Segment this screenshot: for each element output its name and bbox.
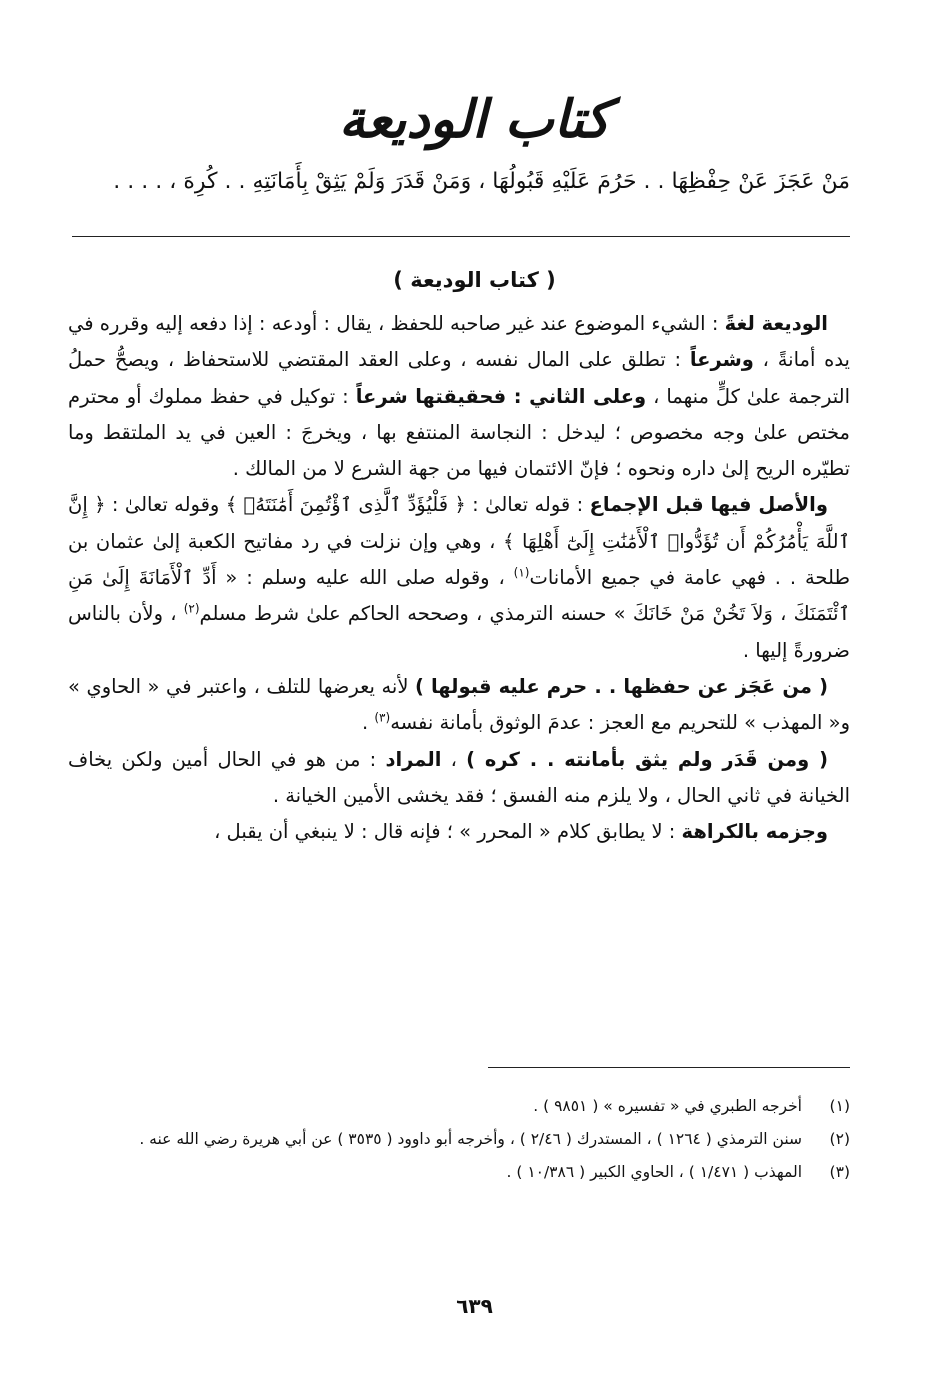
footnote-ref[interactable]: (٢) xyxy=(183,601,200,616)
footnote-number: (١) xyxy=(829,1097,850,1115)
bold-term: الوديعة لغةً xyxy=(724,312,828,335)
paragraph-text: : لا يطابق كلام « المحرر » ؛ فإنه قال : لا ينبغي أن يقبل ، xyxy=(214,820,682,844)
chapter-heading: ( كتاب الوديعة ) xyxy=(393,268,556,292)
footnote-number: (٢) xyxy=(829,1130,850,1148)
paragraph-definition xyxy=(68,306,850,487)
footnote-text: المهذب ( ١/٤٧١ ) ، الحاوي الكبير ( ١٠/٣٨٦ ) . xyxy=(506,1163,802,1181)
footnote-number: (٣) xyxy=(829,1163,850,1181)
paragraph-text: : تطلق على المال نفسه ، وعلى العقد المقتضي للاستحفاظ ، ويصحُّ حملُ الترجمة علىٰ كلٍّ منهما ، xyxy=(68,348,850,408)
paragraph-incapable xyxy=(68,669,850,742)
bold-term: وعلى الثاني : فحقيقتها شرعاً xyxy=(355,384,647,408)
footnote xyxy=(68,1123,850,1156)
bold-term: وشرعاً xyxy=(689,348,754,372)
paragraph-text: : الشيء الموضوع عند غير صاحبه للحفظ ، يقال : أودعه : إذا دفعه إليه وقرره في يده أمانةً ، xyxy=(68,312,850,372)
footnotes xyxy=(68,1090,850,1189)
bold-term: المراد xyxy=(385,747,442,771)
bold-term: وجزمه بالكراهة xyxy=(681,820,828,844)
book-title: كتاب الوديعة xyxy=(338,90,611,150)
paragraph-text: : قوله تعالىٰ : ﴿ فَلْيُؤَدِّ ٱلَّذِى ٱؤْتُمِنَ أَمَٰنَتَهُۥ ﴾ وقوله تعالىٰ : ﴿ إِنَّ ٱللَّهَ يَأْمُرُكُمْ أَن تُؤَدُّوا۟ ٱلْأَمَٰنَٰتِ إِلَىٰٓ أَهْلِهَا ﴾ ، وهي وإن نزلت في رد مفاتيح الكعبة إلىٰ عثمان بن طلحة . . فهي عامة في جميع الأمانات xyxy=(68,493,850,590)
footnote-ref[interactable]: (٣) xyxy=(374,710,391,725)
footnote xyxy=(68,1090,850,1123)
paragraph-karaha xyxy=(68,814,850,850)
footnote-ref[interactable]: (١) xyxy=(513,565,530,580)
footnote-text: أخرجه الطبري في « تفسيره » ( ٩٨٥١ ) . xyxy=(533,1097,802,1115)
bold-term: ( ومن قَدَر ولم يثق بأمانته . . كره ) xyxy=(466,747,828,771)
paragraph-text: ، xyxy=(441,747,467,771)
paragraph-text: : من هو في الحال أمين ولكن يخاف الخيانة في ثاني الحال ، ولا يلزم منه الفسق ؛ فقد يخشى الأمين الخيانة . xyxy=(68,747,850,807)
page-number: ٦٣٩ xyxy=(456,1294,493,1318)
commentary-body xyxy=(68,306,850,850)
footnote-divider xyxy=(488,1067,850,1068)
paragraph-text: ، ولأن بالناس ضرورةً إليها . xyxy=(68,602,850,662)
paragraph-text: . xyxy=(361,711,375,735)
paragraph-text: لأنه يعرضها للتلف ، واعتبر في « الحاوي » و« المهذب » للتحريم مع العجز : عدمَ الوثوق بأمانة نفسه xyxy=(68,674,850,735)
footnote-text: سنن الترمذي ( ١٢٦٤ ) ، المستدرك ( ٢/٤٦ ) ، وأخرجه أبو داوود ( ٣٥٣٥ ) عن أبي هريرة رضي الله عنه . xyxy=(139,1130,802,1148)
paragraph-text: ، وقوله صلى الله عليه وسلم : « أَدِّ ٱلْأَمَانَةَ إِلَىٰ مَنِ ٱئْتَمَنَكَ ، وَلاَ تَخُنْ مَنْ خَانَكَ » حسنه الترمذي ، وصححه الحاكم علىٰ شرط مسلم xyxy=(68,566,850,626)
matn-text: مَنْ عَجَزَ عَنْ حِفْظِهَا . . حَرُمَ عَلَيْهِ قَبُولُهَا ، وَمَنْ قَدَرَ وَلَمْ يَثِقْ بِأَمَانَتِهِ . . كُرِهَ ، . . . . xyxy=(113,169,850,194)
footnote xyxy=(68,1156,850,1189)
paragraph-evidence xyxy=(68,487,850,668)
bold-term: والأصل فيها قبل الإجماع xyxy=(589,493,828,517)
paragraph-text: : توكيل في حفظ مملوك أو محترم مختص علىٰ وجه مخصوص ؛ ليدخل : النجاسة المنتفع بها ، ويخرجَ : العين في يد الملتقط وما تطيّره الريح إلىٰ داره ونحوه ؛ فإنّ الائتمان فيها من جهة الشرع لا من المالك . xyxy=(68,384,850,481)
header-divider xyxy=(72,236,850,237)
paragraph-untrusting xyxy=(68,742,850,815)
bold-term: ( من عَجَز عن حفظها . . حرم عليه قبولها ) xyxy=(414,674,828,698)
